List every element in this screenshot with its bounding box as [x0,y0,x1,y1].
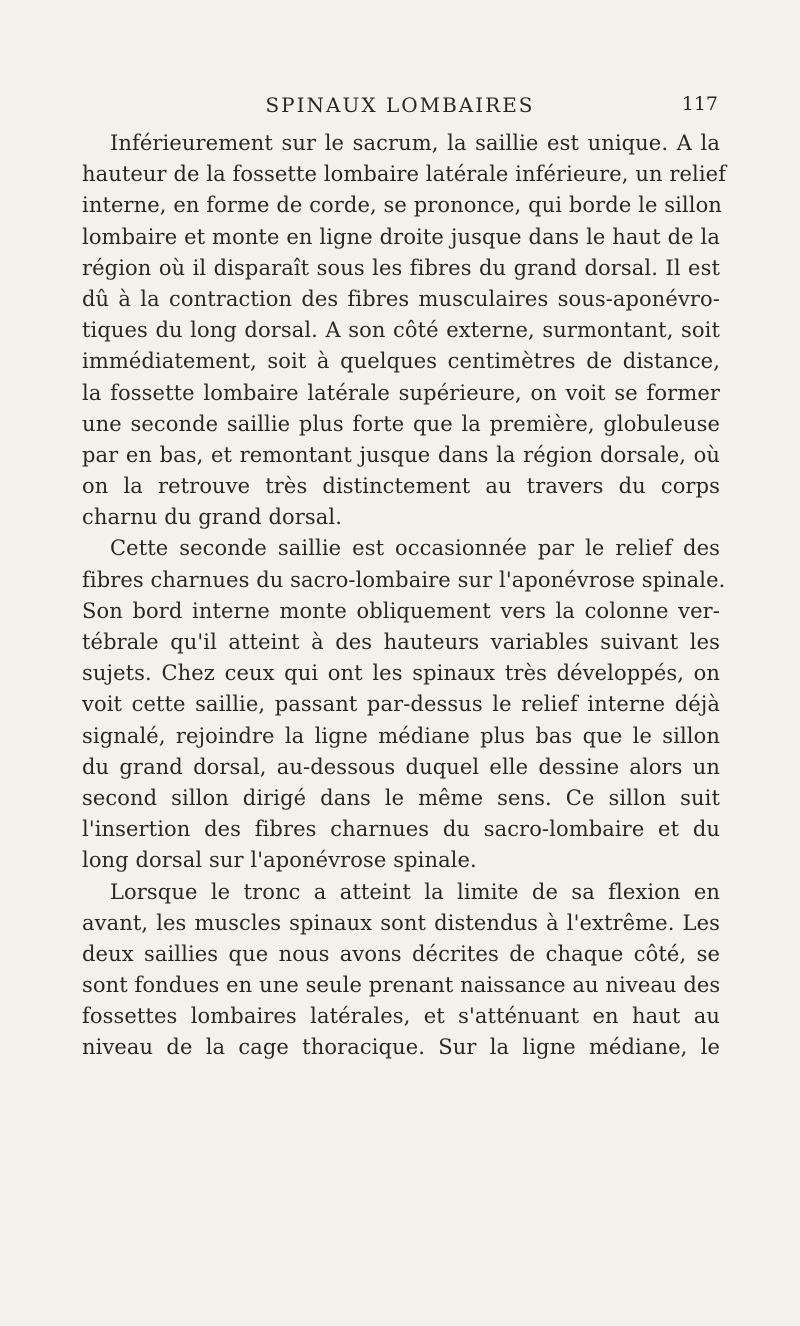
text-line: fibres charnues du sacro-lombaire sur l'aponévrose spinale. [82,567,726,592]
text-line: lombaire et monte en ligne droite jusque dans le haut de la [82,224,720,249]
text-line: avant, les muscles spinaux sont distendus à l'extrême. Les [82,910,720,935]
text-line: on la retrouve très distinctement au travers du corps [82,474,720,499]
text-line: deux saillies que nous avons décrites de chaque côté, se [82,941,720,966]
text-line: par en bas, et remontant jusque dans la région dorsale, où [82,442,720,467]
text-line: Lorsque le tronc a atteint la limite de sa flexion en [110,879,720,904]
body-text [82,128,727,1064]
text-line: interne, en forme de corde, se prononce, qui borde le sillon [82,193,722,218]
text-line: niveau de la cage thoracique. Sur la ligne médiane, le [82,1035,720,1060]
text-line: l'insertion des fibres charnues du sacro-lombaire et du [82,817,720,842]
text-line: Cette seconde saillie est occasionnée par le relief des [110,536,720,561]
text-line: la fossette lombaire latérale supérieure, on voit se former [82,380,720,405]
running-head [82,93,718,123]
text-line: voit cette saillie, passant par-dessus le relief interne déjà [82,692,720,717]
text-line: une seconde saillie plus forte que la première, globuleuse [82,411,720,436]
text-line: sujets. Chez ceux qui ont les spinaux très développés, on [82,661,720,686]
text-line: sont fondues en une seule prenant naissance au niveau des [82,973,721,998]
text-line: région où il disparaît sous les fibres du grand dorsal. Il est [82,255,720,280]
text-line: hauteur de la fossette lombaire latérale inférieure, un relief [82,162,727,187]
text-line: long dorsal sur l'aponévrose spinale. [82,848,477,873]
text-line: immédiatement, soit à quelques centimètres de distance, [82,349,720,374]
text-line: dû à la contraction des fibres musculaires sous-aponévro- [82,286,720,311]
text-line: charnu du grand dorsal. [82,505,342,530]
text-line: tiques du long dorsal. A son côté externe, surmontant, soit [82,318,720,343]
text-line: signalé, rejoindre la ligne médiane plus bas que le sillon [82,723,720,748]
text-line: du grand dorsal, au-dessous duquel elle dessine alors un [82,754,720,779]
text-line: Son bord interne monte obliquement vers la colonne ver- [82,598,720,623]
running-title: SPINAUX LOMBAIRES [265,93,535,117]
text-line: fossettes lombaires latérales, et s'atténuant en haut au [82,1004,720,1029]
text-line: tébrale qu'il atteint à des hauteurs variables suivant les [82,630,720,654]
text-line: second sillon dirigé dans le même sens. Ce sillon suit [82,785,720,810]
text-line: Inférieurement sur le sacrum, la saillie est unique. A la [110,131,720,155]
page-number: 117 [681,93,718,115]
